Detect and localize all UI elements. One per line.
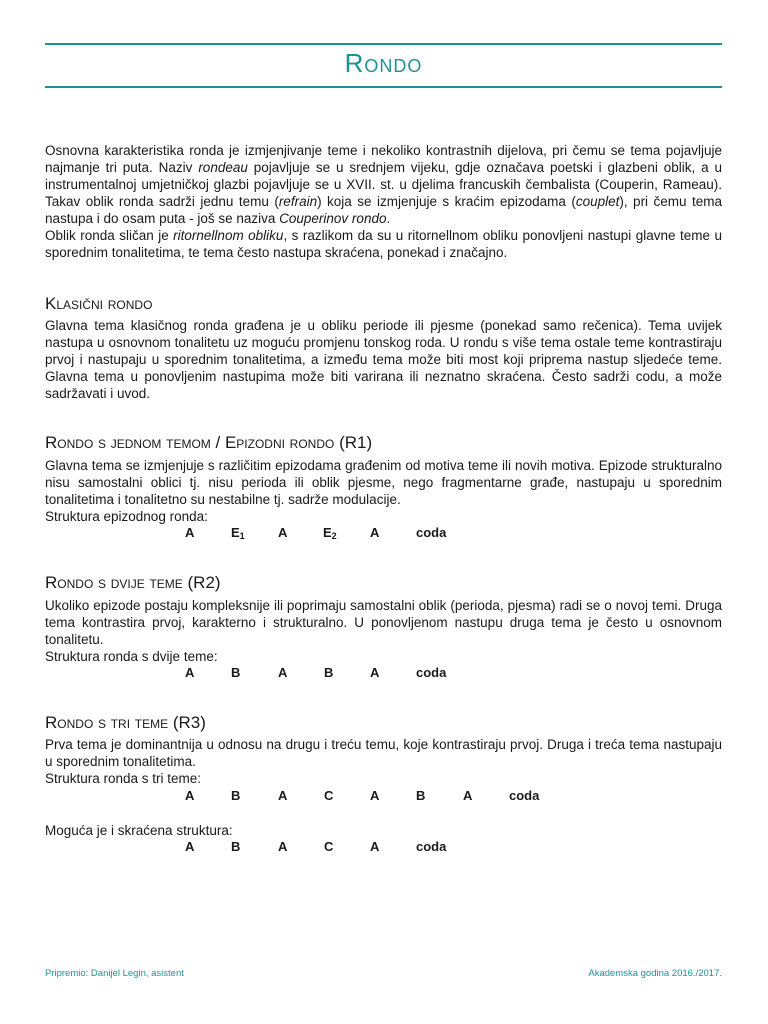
- footer-academic-year: Akademska godina 2016./2017.: [588, 968, 722, 979]
- structure-item: A: [185, 839, 195, 854]
- structure-item: coda: [416, 525, 447, 540]
- structure-item: A: [370, 665, 380, 680]
- top-rule: [45, 43, 722, 45]
- klasicni-rondo-text: Glavna tema klasičnog ronda građena je u obliku periode ili pjesme (ponekad samo rečenica). Tema uvijek nastupa u osnovnom tonalitetu uz moguću promjenu tonskog roda. U rondu s više tema ostale teme kontrastiraju prvoj i nastupaju u sporednim tonalitetima, a između tema može biti most koji priprema nastup sljedeće teme. Glavna tema u ponovljenim nastupima može biti varirana ili neznatno skraćena. Često sadrži codu, a može sadržavati i uvod.: [45, 318, 722, 401]
- structure-item: C: [324, 788, 334, 803]
- heading-rondo-r3: Rondo s tri teme (R3): [45, 713, 206, 732]
- structure-item: $E_1$: [231, 525, 245, 541]
- r1-text: Glavna tema se izmjenjuje s različitim epizodama građenim od motiva teme ili novih motiva. Epizode strukturalno nisu samostalni oblici tj. nisu perioda ili oblik pjesme, nego fragmentarne građe, nastupaju u sporednim tonalitetima i tonalitetno su nestabilne tj. sadrže modulacije.: [45, 458, 722, 507]
- structure-item: A: [185, 788, 195, 803]
- structure-item: $E_2$: [323, 525, 337, 541]
- structure-item: A: [278, 525, 288, 540]
- heading-rondo-r1: Rondo s jednom temom / Epizodni rondo (R1): [45, 433, 373, 452]
- structure-item: A: [278, 788, 288, 803]
- structure-item: A: [185, 525, 195, 540]
- heading-rondo-r2: Rondo s dvije teme (R2): [45, 573, 221, 592]
- structure-item: A: [370, 525, 380, 540]
- structure-item: A: [278, 665, 288, 680]
- r3-short-structure-label: Moguća je i skraćena struktura:: [45, 823, 233, 838]
- structure-item: B: [231, 788, 241, 803]
- r3-text: Prva tema je dominantnija u odnosu na drugu i treću temu, koje kontrastiraju prvoj. Druga i treća tema nastupaju u sporednim tonalitetima.: [45, 737, 722, 769]
- intro-paragraph-2: Oblik ronda sličan je ritornellnom obliku, s razlikom da su u ritornellnom obliku ponovljeni nastupi glavne teme u sporednim tonalitetima, te tema često nastupa skraćena, ponekad i značajno.: [45, 228, 722, 260]
- structure-item: A: [370, 839, 380, 854]
- r3-structure-label: Struktura ronda s tri teme:: [45, 771, 202, 786]
- r2-structure-label: Struktura ronda s dvije teme:: [45, 649, 218, 664]
- structure-item: coda: [509, 788, 540, 803]
- structure-item: C: [324, 839, 334, 854]
- r1-structure-label: Struktura epizodnog ronda:: [45, 509, 208, 524]
- structure-item: coda: [416, 665, 447, 680]
- title-underline: [45, 86, 722, 88]
- structure-item: A: [370, 788, 380, 803]
- structure-item: B: [231, 665, 241, 680]
- r2-text: Ukoliko epizode postaju kompleksnije ili poprimaju samostalni oblik (perioda, pjesma) radi se o novoj temi. Druga tema kontrastira prvoj, karakterno i strukturalno. U ponovljenom nastupu druga tema je često u osnovnom tonalitetu.: [45, 598, 722, 647]
- footer-author: Pripremio: Danijel Legin, asistent: [45, 968, 184, 979]
- page-title: Rondo: [344, 48, 423, 78]
- structure-item: B: [324, 665, 334, 680]
- structure-item: coda: [416, 839, 447, 854]
- structure-item: B: [416, 788, 426, 803]
- structure-item: A: [278, 839, 288, 854]
- structure-item: A: [463, 788, 473, 803]
- heading-klasicni-rondo: Klasični rondo: [45, 294, 153, 313]
- structure-item: A: [185, 665, 195, 680]
- structure-item: B: [231, 839, 241, 854]
- intro-paragraph-1: Osnovna karakteristika ronda je izmjenjivanje teme i nekoliko kontrastnih dijelova, pri čemu se tema pojavljuje najmanje tri puta. Naziv rondeau pojavljuje se u srednjem vijeku, gdje označava poetski i glazbeni oblik, a u instrumentalnoj umjetničkoj glazbi pojavljuje se u XVII. st. u djelima francuskih čembalista (Couperin, Rameau). Takav oblik ronda sadrži jednu temu (refrain) koja se izmjenjuje s kraćim epizodama (couplet), pri čemu tema nastupa i do osam puta - još se naziva Couperinov rondo.: [45, 143, 722, 226]
